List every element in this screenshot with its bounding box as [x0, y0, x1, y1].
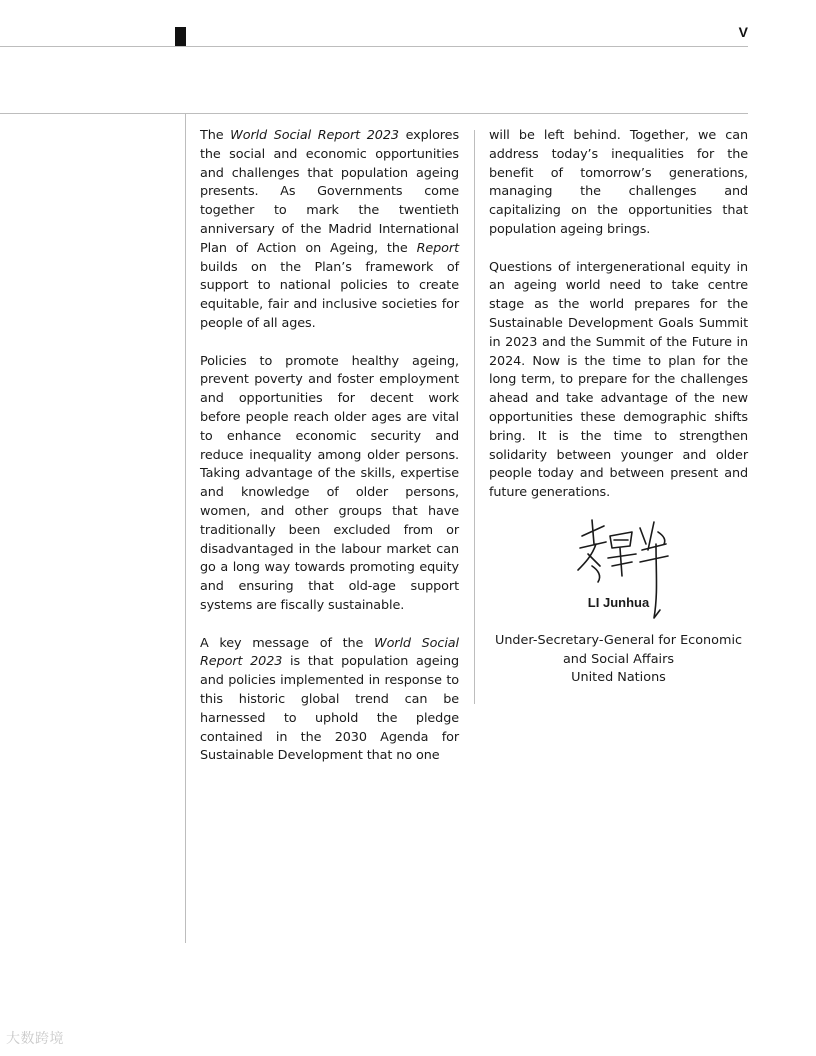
margin-line: [185, 114, 186, 943]
text-run: builds on the Plan’s framework of support to national policies to create equitable, fair and inclusive societies for people of all ages.: [200, 259, 459, 331]
paragraph: [200, 635, 459, 767]
signatory-title: Under-Secretary-General for Economic: [494, 632, 743, 648]
section-rule: [0, 113, 748, 114]
italic-text: World Social Report 2023: [200, 635, 459, 670]
right-column: [489, 127, 748, 522]
paragraph: will be left behind. Together, we can address today’s inequalities for the benefit of tomorrow’s generations, managing the challenges and capitalizing on the opportunities that population ageing brings.: [489, 128, 748, 237]
paragraph: Policies to promote healthy ageing, prevent poverty and foster employment and opportunities for decent work before people reach older ages are vital to enhance economic security and reduce inequality among older persons. Taking advantage of the skills, expertise and knowledge of older persons, women, and other groups that have traditionally been excluded from or disadvantaged in the labour market can go a long way towards promoting equity and ensuring that old-age support systems are fiscally sustainable.: [200, 353, 459, 613]
signatory-title: and Social Affairs: [562, 651, 675, 667]
signatory-name: LI Junhua: [587, 595, 650, 610]
header-marker: [175, 27, 186, 46]
paragraph: [200, 127, 459, 334]
signature-block: [489, 594, 748, 688]
page-number: V: [738, 24, 748, 40]
italic-text: World Social Report 2023: [230, 128, 399, 143]
watermark: 大数跨境: [6, 1031, 64, 1047]
text-run: is that population ageing and policies implemented in response to this historic global trend can be harnessed to uphold the pledge contained in the 2030 Agenda for Sustainable Development that no one: [200, 654, 460, 764]
left-column: [200, 127, 459, 785]
column-divider: [474, 130, 475, 704]
paragraph: Questions of intergenerational equity in an ageing world need to take centre stage as the world prepares for the Sustainable Development Goals Summit in 2023 and the Summit of the Future in 2024. Now is the time to plan for the long term, to prepare for the challenges ahead and take advantage of the new opportunities these demographic shifts bring. It is the time to strengthen solidarity between younger and older people today and between present and future generations.: [489, 259, 748, 501]
text-run: The: [200, 128, 231, 143]
signatory-organization: United Nations: [571, 670, 666, 686]
text-run: explores the social and economic opportunities and challenges that population ageing presents. As Governments come together to mark the twentieth anniversary of the Madrid International Plan of Action on Ageing, the: [200, 128, 460, 256]
header-rule: [0, 46, 748, 47]
text-run: A key message of the: [200, 635, 375, 651]
italic-text: Report: [416, 240, 459, 256]
